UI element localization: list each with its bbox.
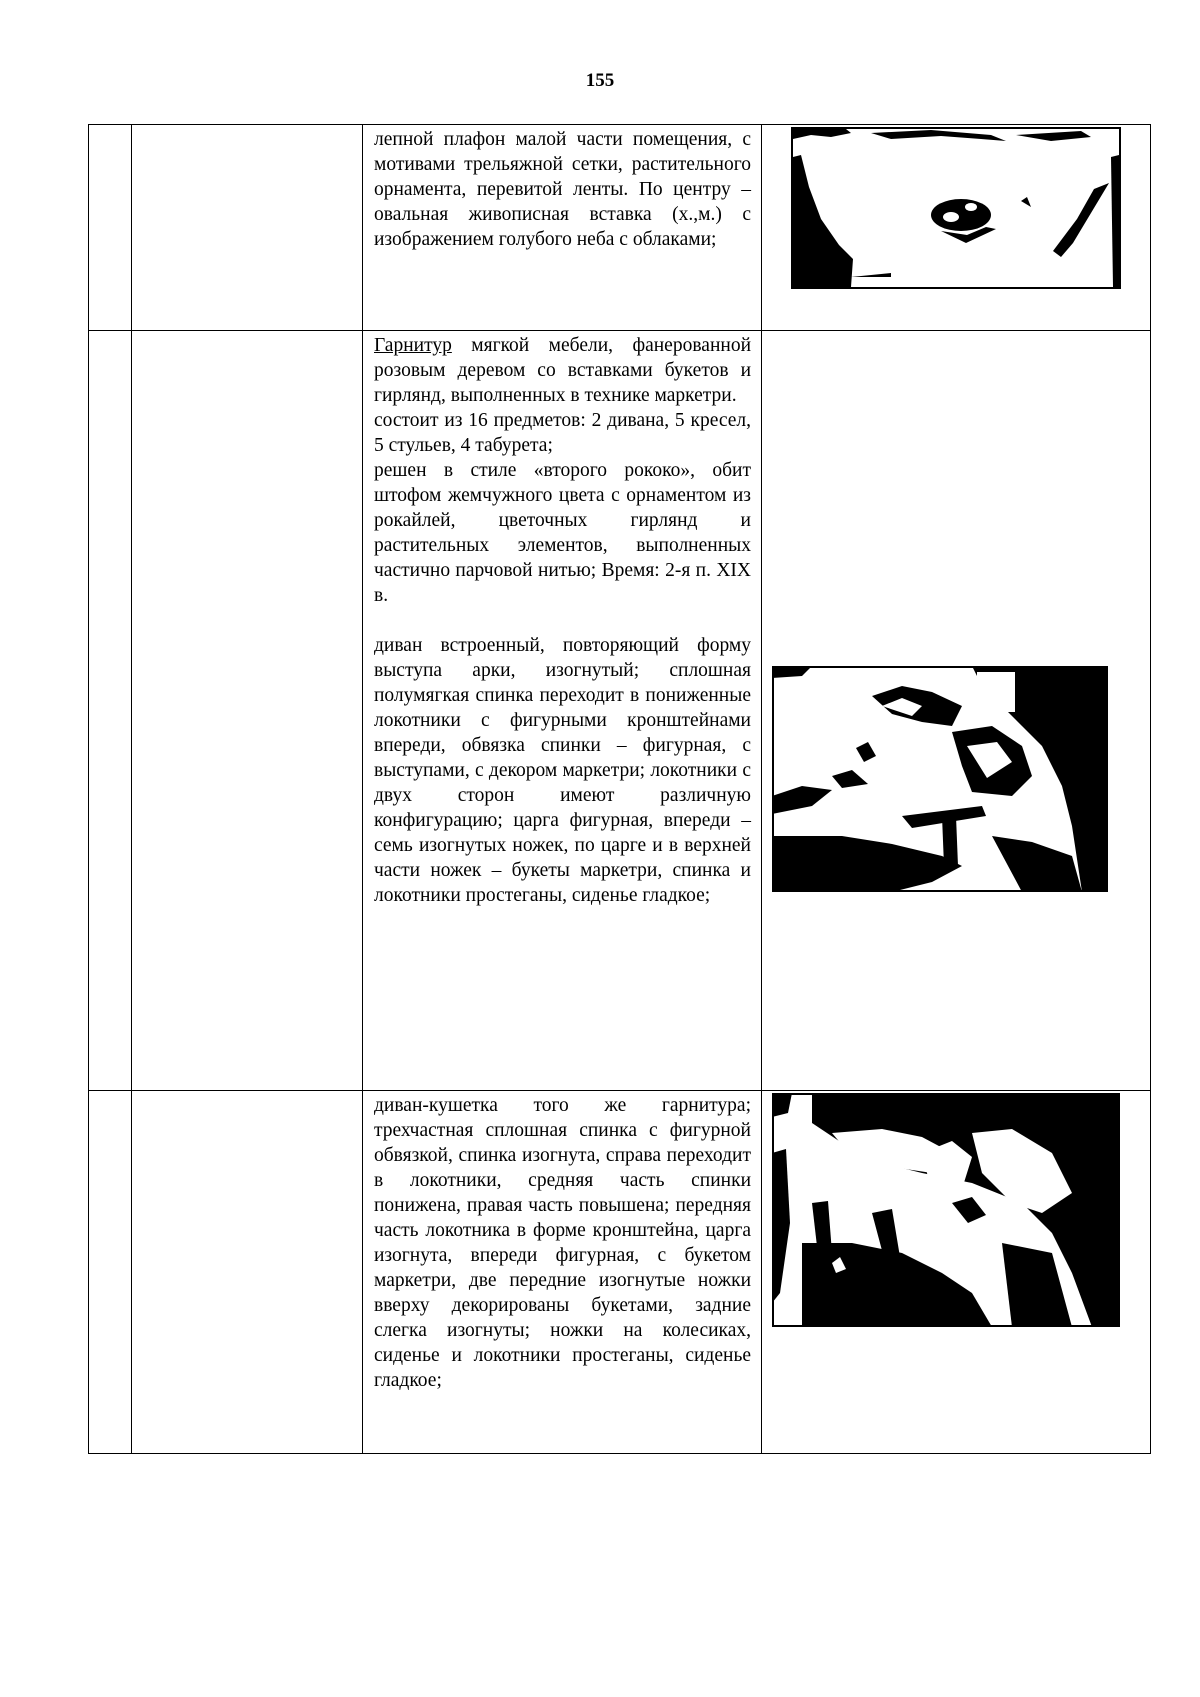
- table-row: [89, 331, 1151, 1091]
- table-row: [89, 1091, 1151, 1454]
- inventory-table: [88, 124, 1151, 1454]
- description-cell: [363, 331, 762, 1091]
- sofa-couch-photo: [772, 1093, 1120, 1327]
- description-cell: [363, 1091, 762, 1454]
- description-cell: [363, 125, 762, 331]
- name-cell: [132, 1091, 363, 1454]
- page-number: 155: [585, 70, 615, 91]
- description-text: решен в стиле «второго рококо», обит штофом жемчужного цвета с орнаментом из рокайлей, цветочных гирлянд и растительных элементов, выполненных частично парчовой нитью; Время: 2-я п. XIX в.: [374, 460, 751, 606]
- set-heading: Гарнитур: [374, 335, 452, 356]
- name-cell: [132, 331, 363, 1091]
- table-row: [89, 125, 1151, 331]
- photo-cell: [762, 1091, 1151, 1454]
- built-in-sofa-photo: [772, 666, 1108, 892]
- description-text: лепной плафон малой части помещения, с мотивами трельяжной сетки, растительного орнамента, перевитой ленты. По центру – овальная живописная вставка (х.,м.) с изображением голубого неба с облаками;: [374, 129, 751, 250]
- number-cell: [89, 331, 132, 1091]
- name-cell: [132, 125, 363, 331]
- description-text: [374, 333, 751, 408]
- photo-cell: [762, 125, 1151, 331]
- description-text: диван-кушетка того же гарнитура; трехчастная сплошная спинка с фигурной обвязкой, спинка изогнута, справа переходит в локотники, средняя часть спинки понижена, правая часть повышена; передняя часть локотника в форме кронштейна, царга изогнута, впереди фигурная, с букетом маркетри, две передние изогнутые ножки вверху декорированы букетами, задние слегка изогнуты; ножки на колесиках, сиденье и локотники простеганы, сиденье гладкое;: [374, 1095, 751, 1391]
- set-heading-text: мягкой мебели, фанерованной розовым деревом со вставками букетов и гирлянд, выполненных в технике маркетри.: [374, 335, 751, 406]
- ceiling-plafond-photo: [791, 127, 1121, 289]
- description-text: диван встроенный, повторяющий форму выступа арки, изогнутый; сплошная полумягкая спинка переходит в пониженные локотники с фигурными кронштейнами впереди, обвязка спинки – фигурная, с выступами, с декором маркетри; локотники с двух сторон имеют различную конфигурацию; царга фигурная, впереди – семь изогнутых ножек, по царге и в верхней части ножек – букеты маркетри, спинка и локотники простеганы, сиденье гладкое;: [374, 635, 751, 906]
- description-text: состоит из 16 предметов: 2 дивана, 5 кресел, 5 стульев, 4 табурета;: [374, 410, 751, 456]
- photo-cell: [762, 331, 1151, 1091]
- number-cell: [89, 1091, 132, 1454]
- number-cell: [89, 125, 132, 331]
